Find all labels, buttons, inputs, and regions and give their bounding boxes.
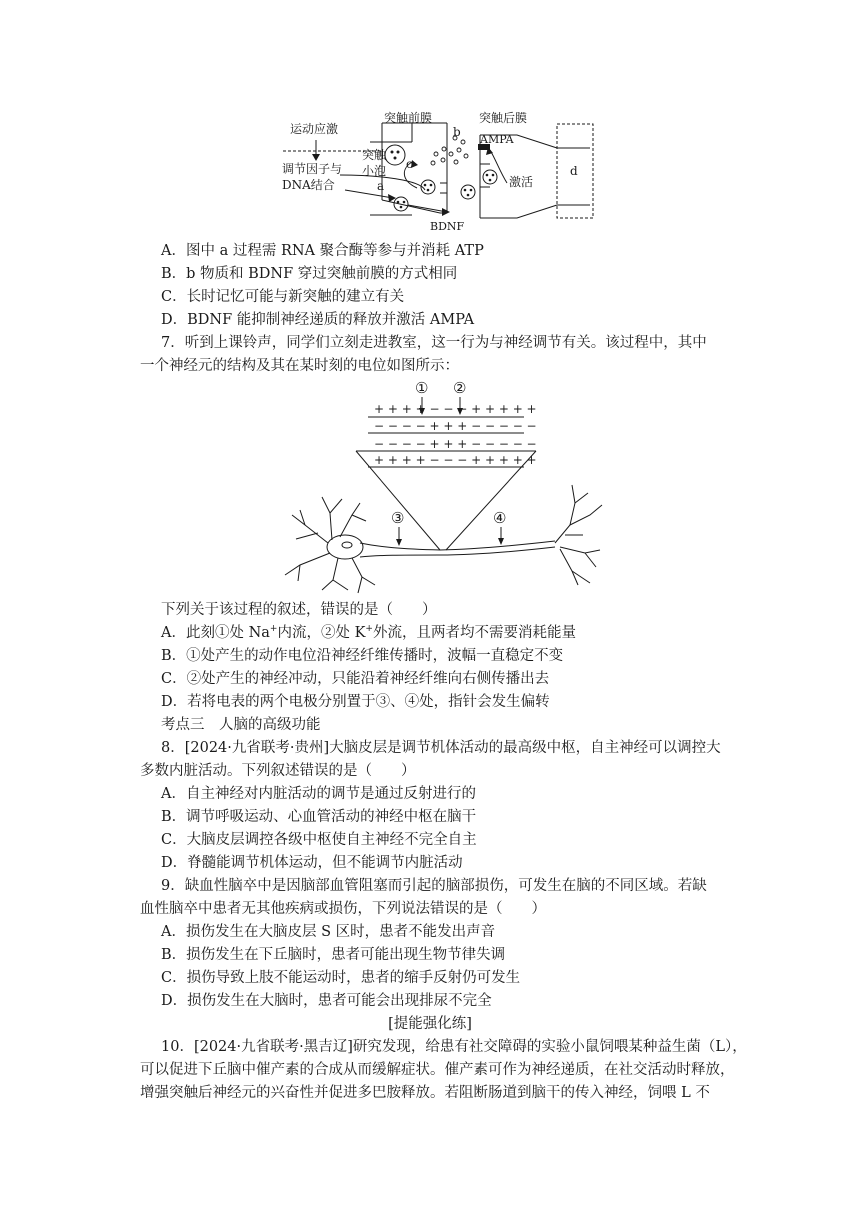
label-d: d bbox=[570, 164, 578, 178]
label-c: c bbox=[406, 157, 413, 171]
label-activate: 激活 bbox=[509, 175, 534, 189]
q8-option-c: C．大脑皮层调控各级中枢使自主神经不完全自主 bbox=[161, 832, 477, 848]
potential-row-2: − − − − + + + − − − − − bbox=[374, 419, 537, 433]
label-a: a bbox=[377, 179, 385, 193]
q7-stem-1: 7．听到上课铃声，同学们立刻走进教室，这一行为与神经调节有关。该过程中，其中 bbox=[161, 335, 707, 351]
q9-option-b: B．损伤发生在下丘脑时，患者可能出现生物节律失调 bbox=[161, 947, 506, 963]
q8-option-d: D．脊髓能调节机体运动，但不能调节内脏活动 bbox=[161, 855, 463, 871]
label-postsynaptic-membrane: 突触后膜 bbox=[479, 111, 528, 125]
label-factor-dna-1: 调节因子与 bbox=[282, 162, 343, 176]
q7-option-b: B．①处产生的动作电位沿神经纤维传播时，波幅一直稳定不变 bbox=[161, 648, 564, 664]
q9-stem-2: 血性脑卒中患者无其他疾病或损伤，下列说法错误的是（ ） bbox=[140, 901, 546, 917]
q9-option-c: C．损伤导致上肢不能运动时，患者的缩手反射仍可发生 bbox=[161, 970, 521, 986]
marker-3: ③ bbox=[391, 509, 405, 527]
section-title: [提能强化练] bbox=[388, 1016, 472, 1032]
label-ampa: AMPA bbox=[480, 133, 514, 146]
q6-option-c: C．长时记忆可能与新突触的建立有关 bbox=[161, 289, 405, 305]
q7-option-a-part3: 外流，且两者均不需要消耗能量 bbox=[372, 625, 576, 641]
q7-option-a-part1: A．此刻①处 Na bbox=[161, 625, 270, 641]
neuron-diagram bbox=[0, 375, 860, 595]
q8-option-a: A．自主神经对内脏活动的调节是通过反射进行的 bbox=[161, 786, 476, 802]
q7-option-c: C．②处产生的神经冲动，只能沿着神经纤维向右侧传播出去 bbox=[161, 671, 550, 687]
q9-stem-1: 9．缺血性脑卒中是因脑部血管阻塞而引起的脑部损伤，可发生在脑的不同区域。若缺 bbox=[161, 878, 707, 894]
q7-ask: 下列关于该过程的叙述，错误的是（ ） bbox=[161, 602, 437, 618]
marker-1: ① bbox=[415, 379, 429, 397]
potential-row-1: + + + + − − − + + + + + bbox=[374, 402, 537, 416]
q8-option-b: B．调节呼吸运动、心血管活动的神经中枢在脑干 bbox=[161, 809, 477, 825]
label-vesicle-1: 突触 bbox=[362, 148, 387, 162]
q8-stem-1: 8．[2024·九省联考·贵州]大脑皮层是调节机体活动的最高级中枢，自主神经可以调控大 bbox=[161, 740, 721, 756]
synapse-diagram bbox=[0, 0, 860, 240]
marker-4: ④ bbox=[493, 509, 507, 527]
label-bdnf: BDNF bbox=[430, 220, 465, 233]
q8-stem-2: 多数内脏活动。下列叙述错误的是（ ） bbox=[140, 763, 416, 779]
q7-option-a-part2: 内流，②处 K bbox=[277, 625, 366, 641]
label-presynaptic-membrane: 突触前膜 bbox=[384, 111, 433, 125]
q9-option-d: D．损伤发生在大脑时，患者可能会出现排尿不完全 bbox=[161, 993, 492, 1009]
marker-2: ② bbox=[453, 379, 467, 397]
q10-stem-2: 可以促进下丘脑中催产素的合成从而缓解症状。催产素可作为神经递质，在社交活动时释放， bbox=[140, 1062, 735, 1078]
q7-option-d: D．若将电表的两个电极分别置于③、④处，指针会发生偏转 bbox=[161, 694, 550, 710]
q7-option-a bbox=[161, 623, 576, 643]
q10-stem-1: 10．[2024·九省联考·黑吉辽]研究发现，给患有社交障碍的实验小鼠饲喂某种益生菌（L）， bbox=[161, 1039, 747, 1055]
k-plus-sign: + bbox=[365, 624, 373, 635]
label-vesicle-2: 小泡 bbox=[362, 164, 387, 178]
label-factor-dna-2: DNA结合 bbox=[282, 178, 335, 192]
q6-option-d: D．BDNF 能抑制神经递质的释放并激活 AMPA bbox=[161, 312, 475, 328]
q10-stem-3: 增强突触后神经元的兴奋性并促进多巴胺释放。若阻断肠道到脑干的传入神经，饲喂 L 不 bbox=[140, 1085, 710, 1101]
na-plus-sign: + bbox=[269, 624, 278, 635]
q9-option-a: A．损伤发生在大脑皮层 S 区时，患者不能发出声音 bbox=[161, 924, 496, 940]
q6-option-a: A．图中 a 过程需 RNA 聚合酶等参与并消耗 ATP bbox=[161, 243, 484, 259]
q7-stem-2: 一个神经元的结构及其在某时刻的电位如图所示： bbox=[140, 358, 459, 374]
potential-row-3: − − − − + + + − − − − − bbox=[374, 437, 537, 451]
potential-row-4: + + + + − − − + + + + + bbox=[374, 453, 537, 467]
section-heading-3: 考点三 人脑的高级功能 bbox=[161, 717, 321, 733]
label-b: b bbox=[453, 125, 461, 139]
label-exercise-stress: 运动应激 bbox=[290, 122, 339, 136]
q6-option-b: B．b 物质和 BDNF 穿过突触前膜的方式相同 bbox=[161, 266, 458, 282]
